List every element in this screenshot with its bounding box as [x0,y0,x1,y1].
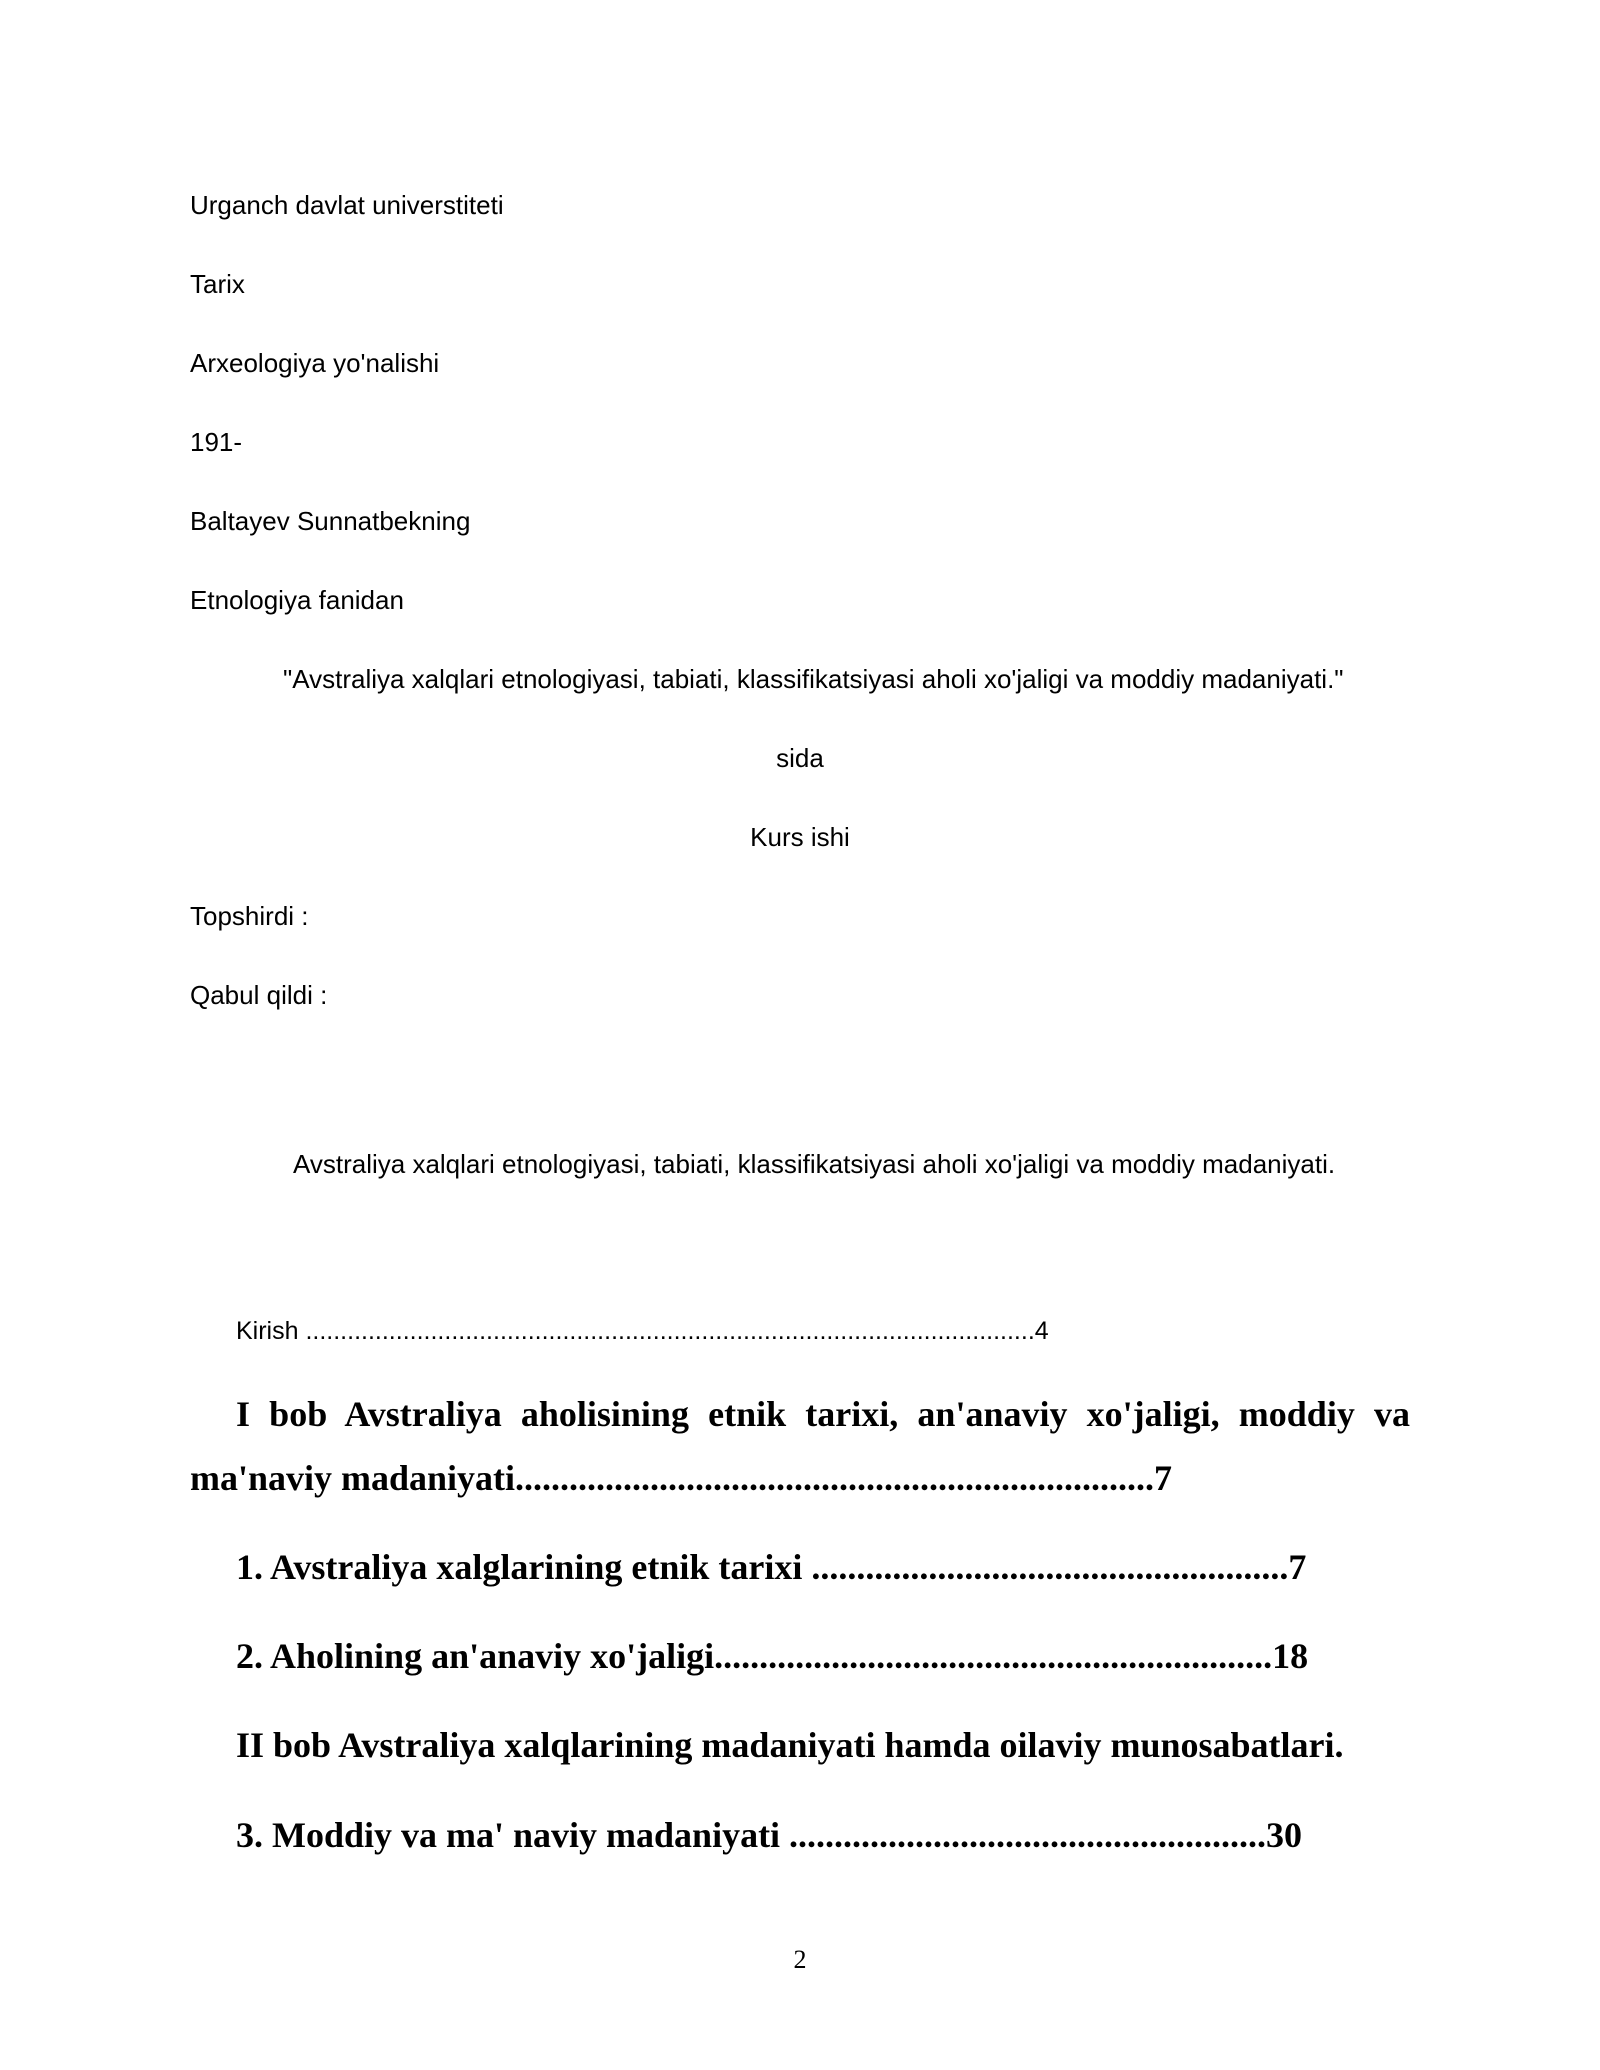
toc-entry-section-2: 2. Aholining an'anaviy xo'jaligi..............................................................18 [236,1636,1309,1676]
topic-title: "Avstraliya xalqlari etnologiyasi, tabiati, klassifikatsiyasi aholi xo'jaligi va moddiy madaniyati." [283,664,1344,694]
toc-entry-chapter-1 [190,1392,1410,1500]
toc-entry-chapter-2: II bob Avstraliya xalqlarining madaniyati hamda oilaviy munosabatlari. [236,1725,1344,1765]
university-name: Urganch davlat universtiteti [190,190,504,220]
faculty-name: Tarix [190,269,245,299]
direction-name: Arxeologiya yo'nalishi [190,348,440,378]
toc-entry-section-1: 1. Avstraliya xalglarining etnik tarixi .....................................................7 [236,1547,1307,1587]
page-number: 2 [793,1945,807,1974]
contents-heading: Avstraliya xalqlari etnologiyasi, tabiati, klassifikatsiyasi aholi xo'jaligi va moddiy madaniyati. [293,1149,1336,1179]
sida-label: sida [776,743,824,773]
toc-entry-intro: Kirish .........................................................................................................4 [236,1317,1049,1345]
submitted-by-label: Topshirdi : [190,901,309,931]
subject-name: Etnologiya fanidan [190,585,404,615]
group-number: 191- [190,427,243,457]
toc-entry-section-3: 3. Moddiy va ma' naviy madaniyati .....................................................30 [236,1815,1303,1855]
toc-chapter-1-line-2: ma'naviy madaniyati.......................................................................7 [190,1458,1173,1498]
student-name: Baltayev Sunnatbekning [190,506,471,536]
work-type-label: Kurs ishi [750,822,850,852]
accepted-by-label: Qabul qildi : [190,980,328,1010]
toc-chapter-1-line-1: I bob Avstraliya aholisining etnik tarixi, an'anaviy xo'jaligi, moddiy va [236,1394,1410,1434]
